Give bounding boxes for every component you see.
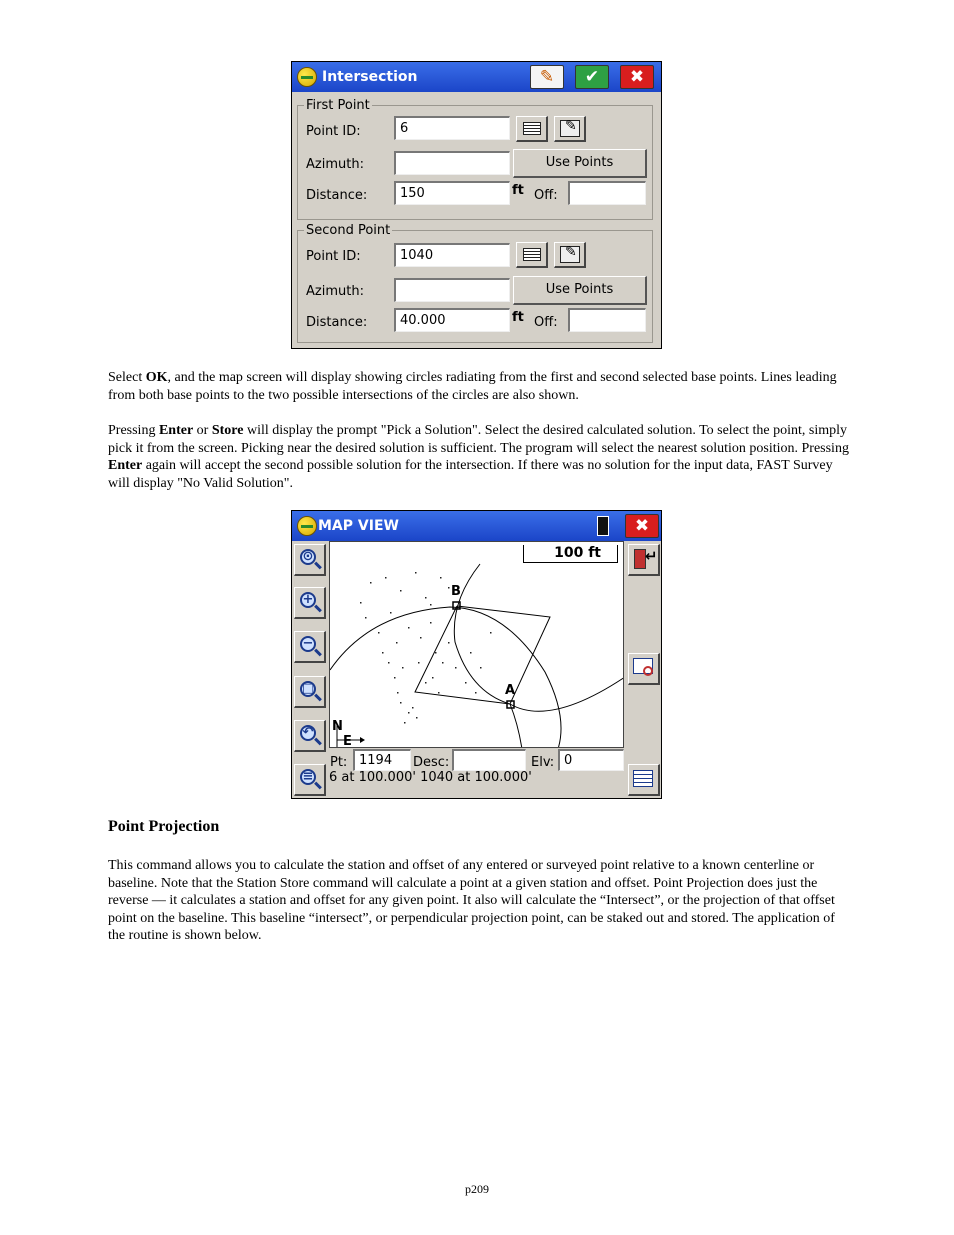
close-button[interactable]	[620, 65, 654, 89]
second-offset-input[interactable]	[568, 308, 646, 332]
list-icon	[523, 248, 541, 261]
pt-label: Pt:	[330, 755, 348, 770]
ok-button[interactable]	[575, 65, 609, 89]
page-number: p209	[465, 1182, 489, 1196]
section-heading: Point Projection	[108, 818, 220, 835]
zoom-out-button[interactable]	[294, 631, 326, 663]
second-point-legend: Second Point	[306, 223, 391, 238]
circle-arc-from-point-1040	[454, 564, 624, 711]
map-view-screenshot	[291, 510, 662, 799]
first-use-points-button[interactable]: Use Points	[513, 149, 647, 178]
second-offset-label: Off:	[534, 315, 558, 330]
first-point-pick-map-button[interactable]	[554, 116, 586, 142]
pt-input[interactable]: 1194	[353, 749, 411, 771]
instrument-button[interactable]	[628, 544, 660, 576]
second-point-pick-map-button[interactable]	[554, 242, 586, 268]
second-distance-input[interactable]: 40.000	[394, 308, 510, 332]
close-icon: ✖	[629, 67, 645, 87]
second-azimuth-label: Azimuth:	[306, 284, 364, 299]
circle-arc-from-point-6	[330, 607, 561, 748]
bold-enter: Enter	[108, 458, 143, 473]
first-point-list-button[interactable]	[516, 116, 548, 142]
first-point-id-label: Point ID:	[306, 124, 361, 139]
circle-arc-lower	[510, 704, 522, 748]
desc-label: Desc:	[413, 755, 450, 770]
point-inspect-button[interactable]	[628, 653, 660, 685]
second-point-id-input[interactable]: 1040	[394, 243, 510, 267]
first-point-id-input[interactable]: 6	[394, 116, 510, 140]
app-logo-icon	[297, 67, 317, 87]
text-run: Pressing	[108, 423, 159, 438]
text-run: Select	[108, 370, 146, 385]
north-label: N	[332, 719, 343, 734]
checkmark-icon: ✔	[584, 67, 600, 87]
east-arrowhead	[360, 737, 365, 743]
map-view-title-bar	[292, 511, 661, 541]
map-canvas[interactable]	[329, 541, 624, 748]
point-a-label: A	[505, 683, 516, 698]
list-icon	[523, 122, 541, 135]
second-distance-unit: ft	[512, 310, 524, 325]
first-distance-label: Distance:	[306, 188, 368, 203]
text-run: again will accept the second possible solution for the intersection. If there was no solution for the input data, FAST Survey will display "No Valid Solution".	[108, 458, 833, 491]
text-run: will display the prompt "Pick a Solution". Select the desired calculated solution. To select the point, simply pick it from the screen. Picking near the desired solution is sufficient. The program will select the nearest solution position. Pressing	[108, 423, 849, 456]
map-options-button[interactable]	[294, 764, 326, 796]
second-point-id-label: Point ID:	[306, 249, 361, 264]
bold-ok: OK	[145, 370, 168, 385]
zoom-previous-icon: ↶	[300, 725, 316, 741]
pick-from-map-icon	[560, 246, 580, 263]
second-distance-label: Distance:	[306, 315, 368, 330]
first-azimuth-input[interactable]	[394, 151, 510, 175]
paragraph-pressing-enter	[108, 422, 853, 492]
east-label: E	[343, 734, 352, 748]
first-point-legend: First Point	[306, 98, 370, 113]
second-point-list-button[interactable]	[516, 242, 548, 268]
edit-note-icon: ✎	[539, 67, 555, 87]
map-menu-button[interactable]	[628, 764, 660, 796]
map-drawing	[330, 542, 624, 748]
elv-label: Elv:	[531, 755, 555, 770]
dialog-title: Intersection	[322, 69, 418, 85]
edit-note-button[interactable]	[530, 65, 564, 89]
second-azimuth-input[interactable]	[394, 278, 510, 302]
section-body: This command allows you to calculate the station and offset of any entered or surveyed point relative to a known centerline or baseline. Note that the Station Store command will calculate a point at a given station and offset. Point Projection does just the reverse — it calculates a station and offset for any given point. It also will calculate the “Intersect”, or the projection of that offset point on the baseline. This baseline “intersect”, or perpendicular projection point, can be staked out and stored. The application of the routine is shown below.	[108, 858, 835, 943]
zoom-in-icon: +	[300, 592, 316, 608]
zoom-previous-button[interactable]	[294, 720, 326, 752]
zoom-window-button[interactable]	[294, 676, 326, 708]
first-offset-input[interactable]	[568, 181, 646, 205]
map-options-icon: ≡	[300, 769, 316, 785]
app-logo-icon	[297, 516, 317, 536]
map-status-text: 6 at 100.000' 1040 at 100.000'	[329, 770, 532, 785]
magnifier-icon	[643, 666, 653, 676]
zoom-extents-button[interactable]	[294, 544, 326, 576]
arrow-icon: ↵	[645, 547, 658, 565]
battery-icon	[597, 516, 609, 536]
bold-enter: Enter	[158, 423, 194, 438]
intersection-title-bar	[292, 62, 661, 92]
bold-store: Store	[211, 423, 244, 438]
zoom-extents-icon: ⊙	[300, 549, 316, 565]
text-run: or	[193, 423, 212, 438]
map-view-title: MAP VIEW	[318, 518, 399, 534]
text-run: , and the map screen will display showing circles radiating from the first and second selected base points. Lines leading from both base points to the two possible intersections of the circles are also shown.	[108, 370, 837, 403]
first-distance-unit: ft	[512, 183, 524, 198]
intersection-dialog-screenshot	[291, 61, 662, 349]
close-icon: ✖	[634, 516, 650, 536]
first-offset-label: Off:	[534, 188, 558, 203]
map-menu-icon	[633, 770, 653, 787]
zoom-out-icon: −	[300, 636, 316, 652]
pick-from-map-icon	[560, 120, 580, 137]
first-distance-input[interactable]: 150	[394, 181, 510, 205]
zoom-in-button[interactable]	[294, 587, 326, 619]
paragraph-select-ok	[108, 369, 853, 404]
zoom-window-icon: □	[302, 681, 315, 696]
survey-point-cloud	[360, 572, 492, 724]
scale-label: 100 ft	[554, 545, 601, 561]
close-button[interactable]	[625, 514, 659, 538]
point-b-label: B	[451, 584, 461, 599]
elv-input[interactable]: 0	[558, 749, 624, 771]
second-use-points-button[interactable]: Use Points	[513, 276, 647, 305]
desc-input[interactable]	[452, 749, 526, 771]
first-azimuth-label: Azimuth:	[306, 157, 364, 172]
